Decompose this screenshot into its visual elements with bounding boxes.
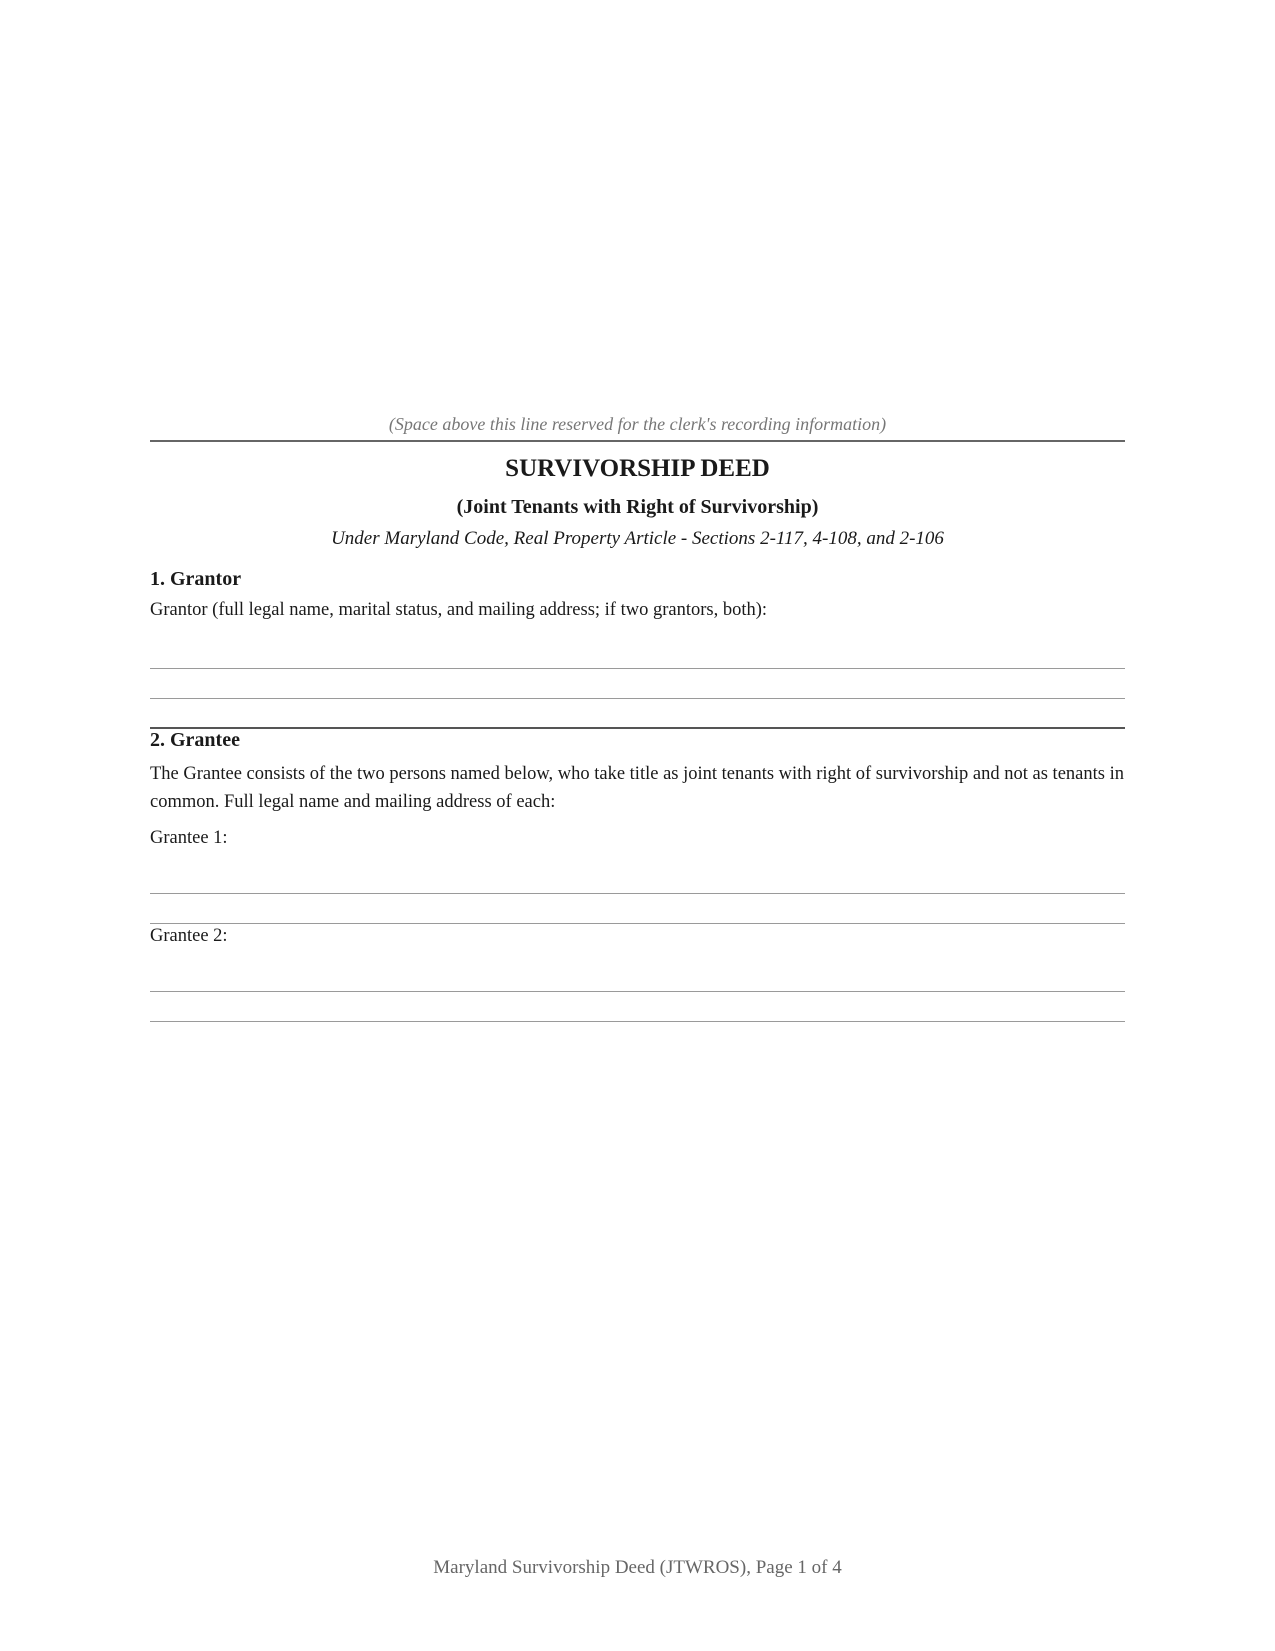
recording-space-note: (Space above this line reserved for the clerk's recording information) (388, 414, 887, 434)
document-title: SURVIVORSHIP DEED (505, 455, 770, 482)
document-subtitle: (Joint Tenants with Right of Survivorship) (456, 496, 819, 518)
page-footer: Maryland Survivorship Deed (JTWROS), Page 1 of 4 (433, 1557, 842, 1578)
grantee-description: The Grantee consists of the two persons named below, who take title as joint tenants with right of survivorship and not as tenants in common. Full legal name and mailing address of each: (150, 764, 1124, 812)
statute-reference: Under Maryland Code, Real Property Article - Sections 2-117, 4-108, and 2-106 (331, 528, 944, 549)
grantee-2-label: Grantee 2: (150, 926, 228, 946)
grantee-2-blank-line-1[interactable] (150, 991, 1125, 992)
grantor-blank-line-2[interactable] (150, 698, 1125, 699)
grantee-2-blank-line-2[interactable] (150, 1021, 1125, 1022)
grantee-heading: 2. Grantee (150, 729, 240, 751)
grantor-blank-line-1[interactable] (150, 668, 1125, 669)
grantor-instruction: Grantor (full legal name, marital status, and mailing address; if two grantors, both): (150, 600, 768, 620)
grantee-1-blank-line-1[interactable] (150, 893, 1125, 894)
grantee-1-label: Grantee 1: (150, 828, 228, 848)
grantor-heading: 1. Grantor (150, 568, 242, 590)
grantor-section-divider (150, 727, 1125, 729)
recording-divider (150, 440, 1125, 442)
